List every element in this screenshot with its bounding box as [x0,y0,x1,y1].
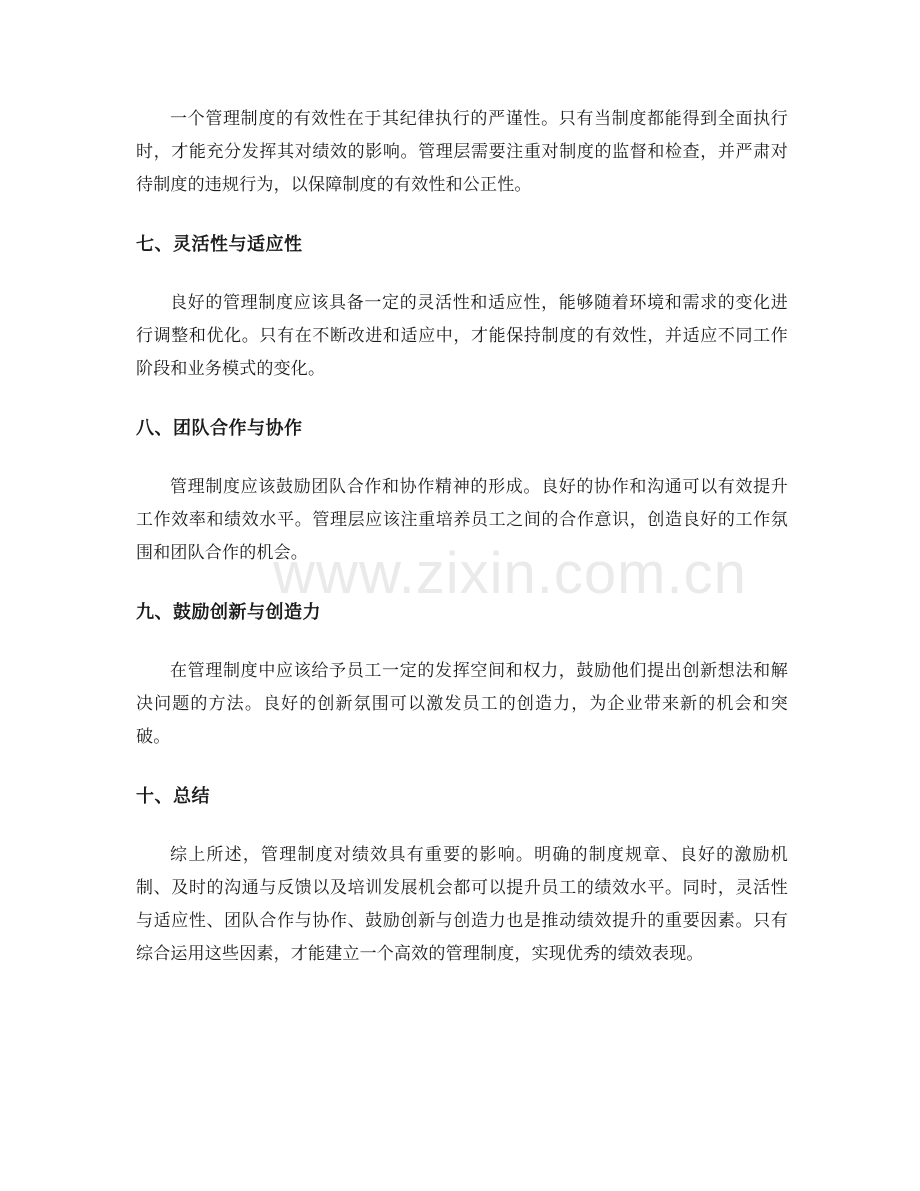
section-paragraph-7: 良好的管理制度应该具备一定的灵活性和适应性，能够随着环境和需求的变化进行调整和优化。只有在不断改进和适应中，才能保持制度的有效性，并适应不同工作阶段和业务模式的变化。 [136,293,788,379]
section-heading-7: 七、灵活性与适应性 [136,234,303,255]
document-page [136,103,788,971]
section-paragraph-8: 管理制度应该鼓励团队合作和协作精神的形成。良好的协作和沟通可以有效提升工作效率和绩效水平。管理层应该注重培养员工之间的合作意识，创造良好的工作氛围和团队合作的机会。 [136,477,788,563]
section-heading-10: 十、总结 [136,786,210,807]
section-heading-9: 九、鼓励创新与创造力 [136,602,321,623]
section-heading-8: 八、团队合作与协作 [136,418,303,439]
section-paragraph-9: 在管理制度中应该给予员工一定的发挥空间和权力，鼓励他们提出创新想法和解决问题的方法。良好的创新氛围可以激发员工的创造力，为企业带来新的机会和突破。 [136,661,788,747]
watermark: www.zixin.com.cn [273,541,747,606]
intro-paragraph: 一个管理制度的有效性在于其纪律执行的严谨性。只有当制度都能得到全面执行时，才能充分发挥其对绩效的影响。管理层需要注重对制度的监督和检查，并严肃对待制度的违规行为，以保障制度的有效性和公正性。 [136,109,788,195]
section-paragraph-10: 综上所述，管理制度对绩效具有重要的影响。明确的制度规章、良好的激励机制、及时的沟通与反馈以及培训发展机会都可以提升员工的绩效水平。同时，灵活性与适应性、团队合作与协作、鼓励创新与创造力也是推动绩效提升的重要因素。只有综合运用这些因素，才能建立一个高效的管理制度，实现优秀的绩效表现。 [136,845,788,964]
